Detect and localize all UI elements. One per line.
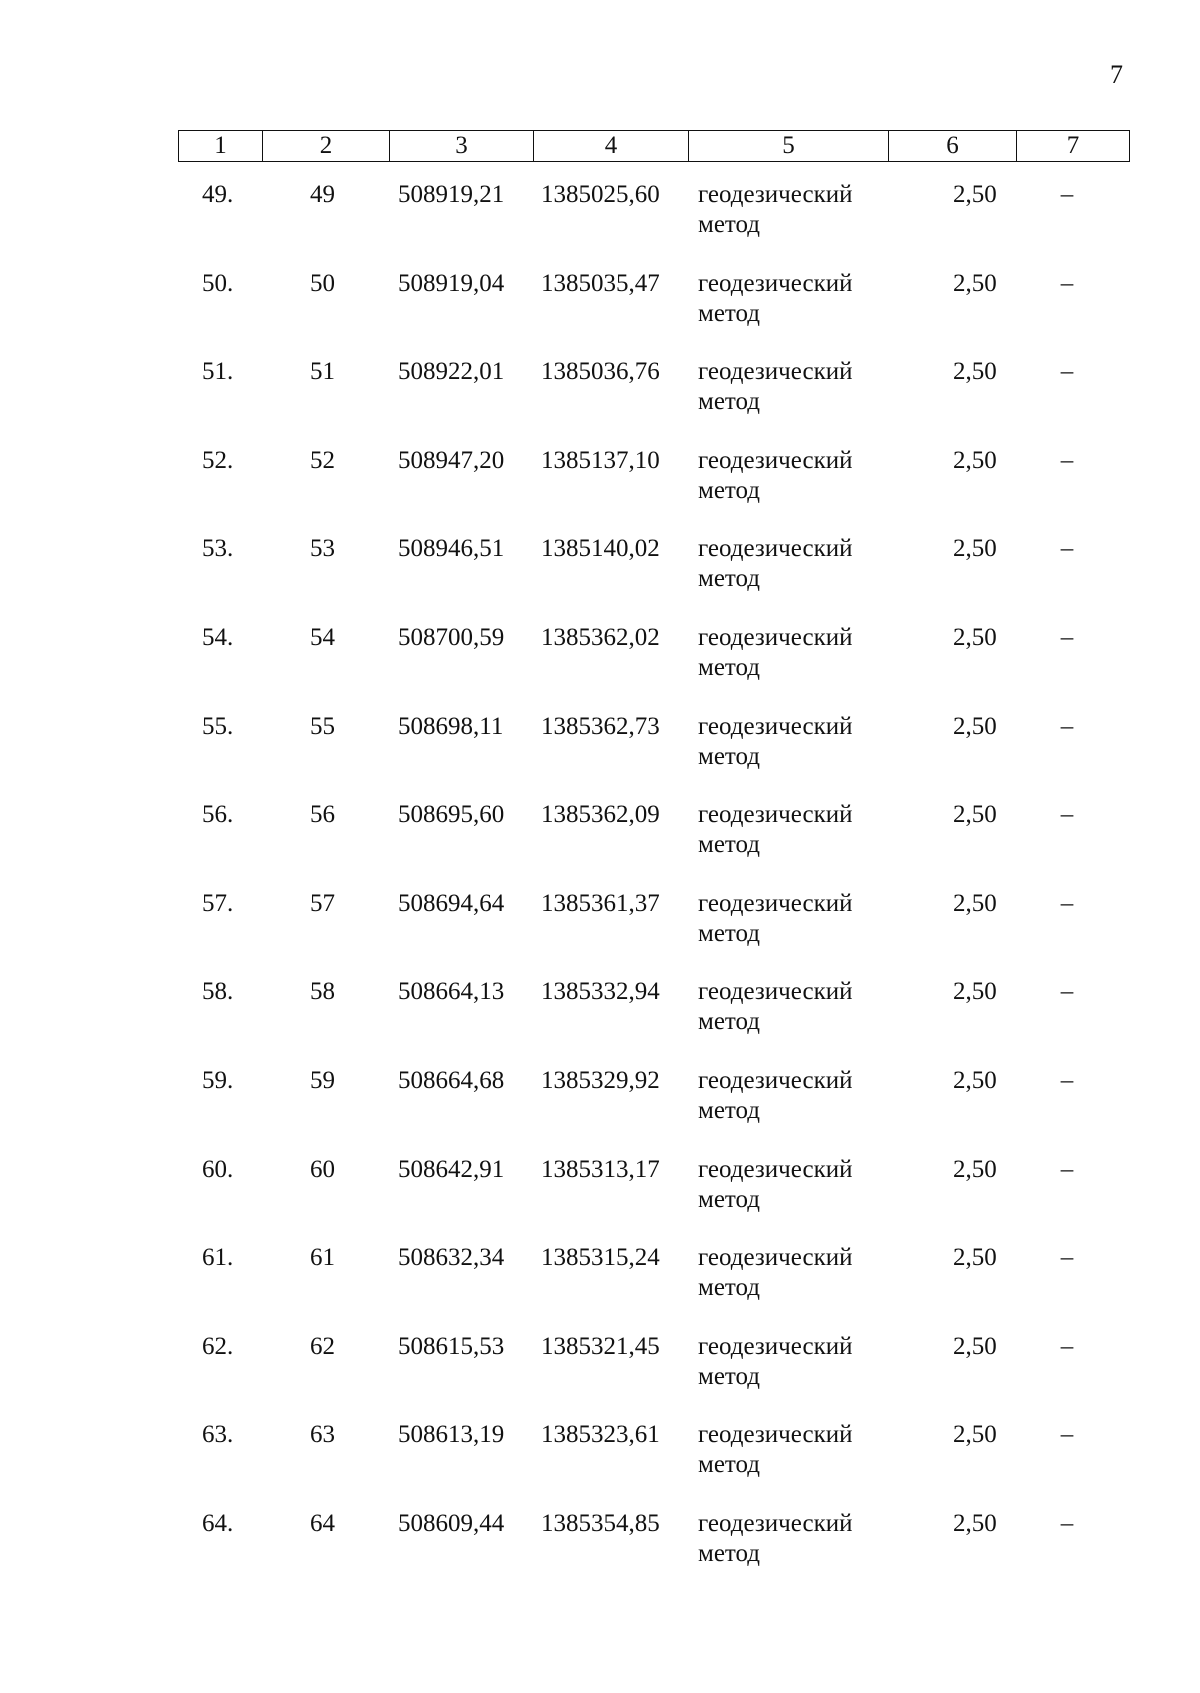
accuracy-value: 2,50 [953,358,997,386]
note-value: – [1060,801,1074,829]
point-id: 64 [310,1509,335,1537]
column-header-6: 6 [889,131,1017,161]
method-line-1: геодезический [698,889,853,917]
method-line-2: метод [698,565,761,593]
method-cell [698,1066,888,1126]
method-line-2: метод [698,742,761,770]
method-cell [698,269,888,329]
table-row [178,269,1130,358]
method-cell [698,1243,888,1303]
method-cell [698,1332,888,1392]
note-value: – [1060,1244,1074,1272]
row-number: 50. [202,269,234,297]
method-line-1: геодезический [698,623,853,651]
accuracy-value: 2,50 [953,889,997,917]
method-line-1: геодезический [698,1421,853,1449]
method-line-1: геодезический [698,1066,853,1094]
point-id: 51 [310,358,335,386]
table-row [178,446,1130,535]
method-line-2: метод [698,1362,761,1390]
table-row [178,1332,1130,1421]
note-value: – [1060,1066,1074,1094]
point-id: 56 [310,801,335,829]
coordinate-x: 508664,68 [398,1066,505,1094]
row-number: 58. [202,978,234,1006]
point-id: 52 [310,446,335,474]
method-line-1: геодезический [698,801,853,829]
table-row [178,800,1130,889]
method-line-2: метод [698,1008,761,1036]
column-header-3: 3 [390,131,534,161]
point-id: 49 [310,181,335,208]
method-line-1: геодезический [698,358,853,386]
coordinate-x: 508947,20 [398,446,505,474]
accuracy-value: 2,50 [953,181,997,208]
page-number: 7 [1110,60,1123,89]
row-number: 51. [202,358,234,386]
coordinate-y: 1385362,02 [541,623,660,651]
accuracy-value: 2,50 [953,1244,997,1272]
table-row [178,1420,1130,1509]
row-number: 63. [202,1421,234,1449]
point-id: 58 [310,978,335,1006]
method-cell [698,800,888,860]
table-header [178,130,1130,162]
row-number: 54. [202,623,234,651]
coordinate-y: 1385137,10 [541,446,660,474]
method-line-1: геодезический [698,181,853,208]
point-id: 61 [310,1244,335,1272]
method-cell [698,1155,888,1215]
method-cell [698,357,888,417]
accuracy-value: 2,50 [953,1066,997,1094]
coordinate-x: 508664,13 [398,978,505,1006]
coordinate-y: 1385313,17 [541,1155,660,1183]
coordinate-x: 508919,21 [398,181,505,208]
coordinate-x: 508642,91 [398,1155,505,1183]
table-row [178,1509,1130,1598]
table-row [178,1155,1130,1244]
accuracy-value: 2,50 [953,1155,997,1183]
coordinate-y: 1385035,47 [541,269,660,297]
coordinate-x: 508695,60 [398,801,505,829]
coordinate-y: 1385025,60 [541,181,660,208]
method-line-1: геодезический [698,1244,853,1272]
row-number: 57. [202,889,234,917]
note-value: – [1060,1155,1074,1183]
note-value: – [1060,978,1074,1006]
coordinate-y: 1385361,37 [541,889,660,917]
accuracy-value: 2,50 [953,623,997,651]
row-number: 52. [202,446,234,474]
accuracy-value: 2,50 [953,1332,997,1360]
point-id: 60 [310,1155,335,1183]
accuracy-value: 2,50 [953,712,997,740]
accuracy-value: 2,50 [953,1509,997,1537]
method-cell [698,623,888,683]
accuracy-value: 2,50 [953,978,997,1006]
method-line-2: метод [698,1096,761,1124]
table-row [178,977,1130,1066]
point-id: 59 [310,1066,335,1094]
table-row [178,180,1130,269]
coordinate-y: 1385329,92 [541,1066,660,1094]
coordinate-y: 1385321,45 [541,1332,660,1360]
method-cell [698,446,888,506]
method-line-1: геодезический [698,1332,853,1360]
column-header-7: 7 [1066,132,1080,159]
row-number: 64. [202,1509,234,1537]
coordinate-y: 1385354,85 [541,1509,660,1537]
coordinate-x: 508613,19 [398,1421,505,1449]
method-line-2: метод [698,831,761,859]
coordinate-y: 1385332,94 [541,978,660,1006]
method-cell [698,977,888,1037]
table-body [178,180,1130,1598]
coordinate-x: 508632,34 [398,1244,505,1272]
method-line-2: метод [698,388,761,416]
coordinate-x: 508919,04 [398,269,505,297]
point-id: 53 [310,535,335,563]
coordinate-y: 1385362,73 [541,712,660,740]
method-cell [698,180,888,240]
coordinate-x: 508700,59 [398,623,505,651]
method-line-1: геодезический [698,535,853,563]
table-row [178,712,1130,801]
coordinate-y: 1385036,76 [541,358,660,386]
note-value: – [1060,1332,1074,1360]
method-line-2: метод [698,1451,761,1479]
row-number: 55. [202,712,234,740]
point-id: 63 [310,1421,335,1449]
method-line-2: метод [698,299,761,327]
method-cell [698,534,888,594]
accuracy-value: 2,50 [953,1421,997,1449]
method-cell [698,1509,888,1569]
column-header-1: 1 [179,131,263,161]
table-row [178,357,1130,446]
row-number: 60. [202,1155,234,1183]
method-line-2: метод [698,476,761,504]
point-id: 62 [310,1332,335,1360]
point-id: 50 [310,269,335,297]
coordinate-x: 508922,01 [398,358,505,386]
note-value: – [1060,1509,1074,1537]
row-number: 61. [202,1244,234,1272]
coordinate-x: 508946,51 [398,535,505,563]
method-line-1: геодезический [698,712,853,740]
point-id: 54 [310,623,335,651]
method-line-1: геодезический [698,269,853,297]
column-header-5: 5 [689,131,889,161]
coordinate-x: 508694,64 [398,889,505,917]
coordinate-y: 1385140,02 [541,535,660,563]
coordinate-x: 508698,11 [398,712,504,740]
point-id: 57 [310,889,335,917]
point-id: 55 [310,712,335,740]
column-header-4: 4 [534,131,689,161]
note-value: – [1060,269,1074,297]
note-value: – [1060,446,1074,474]
row-number: 62. [202,1332,234,1360]
method-line-2: метод [698,1274,761,1302]
coordinate-y: 1385362,09 [541,801,660,829]
note-value: – [1060,889,1074,917]
column-header-2: 2 [263,131,390,161]
note-value: – [1060,623,1074,651]
method-line-2: метод [698,1185,761,1213]
method-cell [698,712,888,772]
row-number: 59. [202,1066,234,1094]
row-number: 49. [202,181,234,208]
accuracy-value: 2,50 [953,269,997,297]
method-line-1: геодезический [698,1509,853,1537]
note-value: – [1060,358,1074,386]
method-line-2: метод [698,211,761,238]
method-line-1: геодезический [698,1155,853,1183]
note-value: – [1060,181,1074,208]
coordinate-y: 1385315,24 [541,1244,660,1272]
note-value: – [1060,712,1074,740]
method-line-1: геодезический [698,978,853,1006]
row-number: 53. [202,535,234,563]
coordinate-x: 508609,44 [398,1509,505,1537]
accuracy-value: 2,50 [953,801,997,829]
method-cell [698,1420,888,1480]
table-row [178,1243,1130,1332]
accuracy-value: 2,50 [953,446,997,474]
method-line-2: метод [698,653,761,681]
table-row [178,889,1130,978]
method-line-2: метод [698,919,761,947]
method-line-1: геодезический [698,446,853,474]
coordinate-y: 1385323,61 [541,1421,660,1449]
method-line-2: метод [698,1539,761,1567]
row-number: 56. [202,801,234,829]
accuracy-value: 2,50 [953,535,997,563]
table-row [178,623,1130,712]
table-row [178,1066,1130,1155]
note-value: – [1060,1421,1074,1449]
method-cell [698,889,888,949]
table-row [178,534,1130,623]
note-value: – [1060,535,1074,563]
coordinate-x: 508615,53 [398,1332,505,1360]
